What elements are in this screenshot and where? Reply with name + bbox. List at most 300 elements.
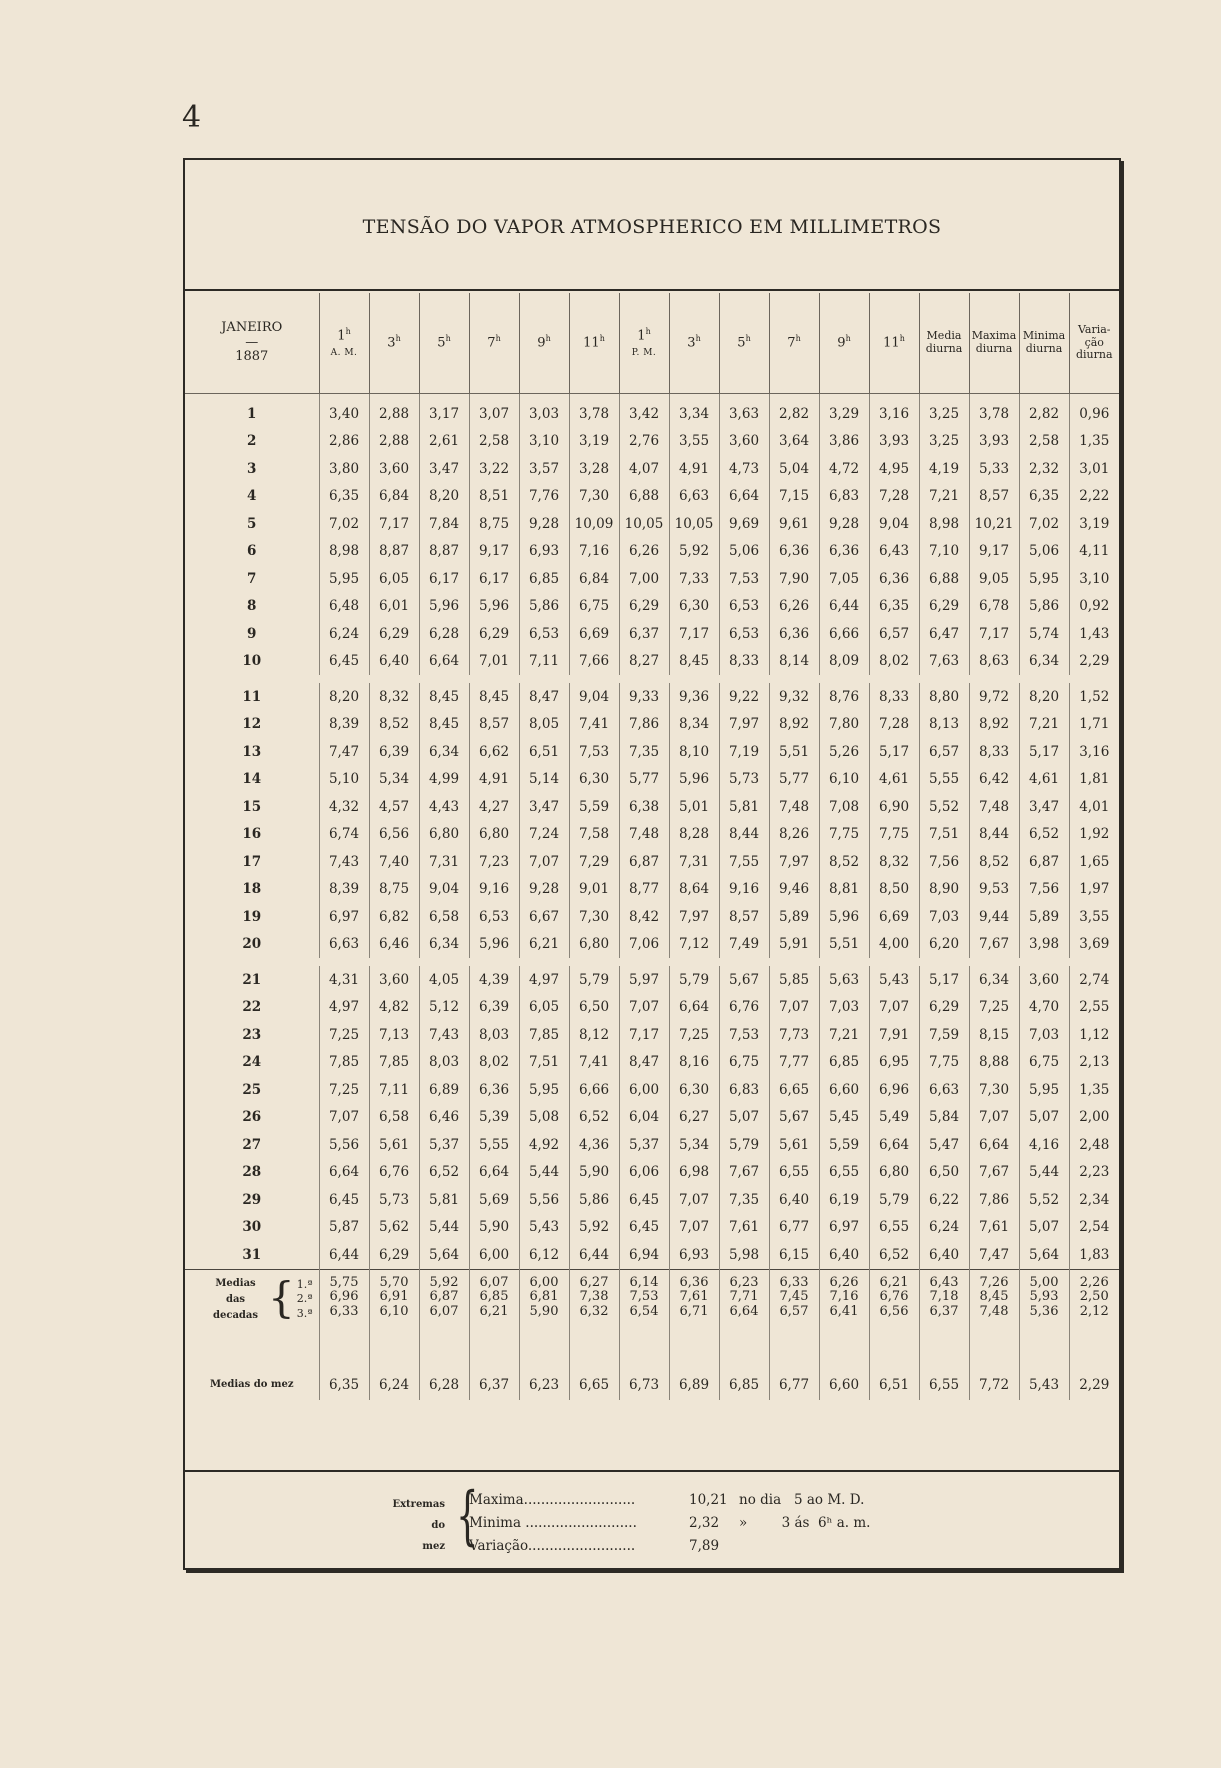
value-cell: 5,45 [819,1104,869,1132]
decade-mean-cell: 6,00 6,81 5,90 [519,1269,569,1330]
decade-mean-cell: 5,00 5,93 5,36 [1019,1269,1069,1330]
value-cell: 9,28 [519,876,569,904]
value-cell: 7,17 [619,1021,669,1049]
extreme-minima-label: Minima .......................... [469,1515,637,1531]
value-cell: 5,26 [819,738,869,766]
value-cell: 4,61 [869,766,919,794]
header-maxima-diurna: Maxima diurna [969,293,1019,394]
value-cell: 2,88 [369,394,419,428]
value-cell: 6,12 [519,1241,569,1269]
header-am: A. M. [330,348,358,359]
value-cell: 7,28 [869,483,919,511]
value-cell: 6,30 [569,766,619,794]
header-hour: 9$^h$ [819,293,869,394]
value-cell: 2,82 [769,394,819,428]
spacer-cell [469,1330,519,1370]
value-cell: 5,86 [1019,593,1069,621]
value-cell: 3,60 [369,966,419,994]
value-cell: 7,43 [319,848,369,876]
value-cell: 6,39 [369,738,419,766]
value-cell: 6,17 [419,565,469,593]
value-cell: 5,51 [819,931,869,959]
value-cell: 8,02 [469,1049,519,1077]
value-cell: 7,02 [1019,510,1069,538]
extreme-maxima-row [469,1492,864,1514]
value-cell: 7,49 [719,931,769,959]
value-cell: 4,92 [519,1131,569,1159]
value-cell: 4,43 [419,793,469,821]
header-hour: 1$^h$ A. M. [319,293,369,394]
value-cell: 0,96 [1069,394,1119,428]
spacer-cell [869,1330,919,1370]
day-number: 10 [242,653,262,670]
value-cell: 3,17 [419,394,469,428]
value-cell: 5,59 [819,1131,869,1159]
month-mean-cell: 6,24 [369,1370,419,1400]
value-cell: 1,12 [1069,1021,1119,1049]
value-cell: 8,45 [469,683,519,711]
extremes-divider [185,1470,1119,1472]
decade-gap [185,958,1119,966]
day-number: 30 [242,1219,262,1236]
value-cell: 5,79 [669,966,719,994]
value-cell: 7,84 [419,510,469,538]
table-row [185,620,1119,648]
value-cell: 6,44 [819,593,869,621]
value-cell: 9,28 [819,510,869,538]
value-cell: 7,56 [919,848,969,876]
value-cell: 8,92 [969,711,1019,739]
value-cell: 10,21 [969,510,1019,538]
value-cell: 5,44 [419,1214,469,1242]
value-cell: 6,57 [919,738,969,766]
value-cell: 1,71 [1069,711,1119,739]
value-cell: 8,57 [969,483,1019,511]
value-cell: 4,16 [1019,1131,1069,1159]
value-cell: 7,30 [569,903,619,931]
value-cell: 6,35 [1019,483,1069,511]
value-cell: 7,85 [319,1049,369,1077]
value-cell: 7,91 [869,1021,919,1049]
value-cell: 8,47 [519,683,569,711]
value-cell: 7,53 [569,738,619,766]
day-number: 25 [242,1081,262,1098]
value-cell: 5,55 [919,766,969,794]
table-row [185,1214,1119,1242]
value-cell: 5,63 [819,966,869,994]
decade-mean-cell: 6,07 6,85 6,21 [469,1269,519,1330]
decade-mean-cell: 6,21 6,76 6,56 [869,1269,919,1330]
value-cell: 7,07 [669,1214,719,1242]
value-cell: 4,00 [869,931,919,959]
value-cell: 7,05 [819,565,869,593]
header-row [185,293,1119,394]
header-hour: 9$^h$ [519,293,569,394]
day-number: 9 [247,625,257,642]
table-row [185,1076,1119,1104]
value-cell: 7,29 [569,848,619,876]
value-cell: 3,10 [519,428,569,456]
value-cell: 6,55 [769,1159,819,1187]
value-cell: 7,19 [719,738,769,766]
value-cell: 7,51 [919,821,969,849]
day-number: 7 [247,570,257,587]
day-number: 5 [247,515,257,532]
value-cell: 8,13 [919,711,969,739]
value-cell: 3,03 [519,394,569,428]
value-cell: 8,81 [819,876,869,904]
value-cell: 2,55 [1069,994,1119,1022]
value-cell: 7,35 [619,738,669,766]
value-cell: 2,76 [619,428,669,456]
value-cell: 2,61 [419,428,469,456]
value-cell: 7,66 [569,648,619,676]
table-row [185,793,1119,821]
value-cell: 6,83 [719,1076,769,1104]
day-number: 6 [247,543,257,560]
value-cell: 6,75 [719,1049,769,1077]
value-cell: 9,16 [469,876,519,904]
value-cell: 7,08 [819,793,869,821]
value-cell: 5,17 [919,966,969,994]
table-row [185,994,1119,1022]
table-row [185,1241,1119,1269]
value-cell: 6,40 [919,1241,969,1269]
month-mean-cell: 6,28 [419,1370,469,1400]
value-cell: 2,58 [469,428,519,456]
value-cell: 7,07 [869,994,919,1022]
value-cell: 8,87 [369,538,419,566]
value-cell: 2,86 [319,428,369,456]
value-cell: 3,78 [569,394,619,428]
value-cell: 4,01 [1069,793,1119,821]
header-month: JANEIRO [221,319,283,335]
value-cell: 3,28 [569,455,619,483]
value-cell: 7,41 [569,1049,619,1077]
value-cell: 5,92 [669,538,719,566]
value-cell: 8,16 [669,1049,719,1077]
table-row [185,1049,1119,1077]
value-cell: 6,44 [319,1241,369,1269]
value-cell: 7,85 [519,1021,569,1049]
value-cell: 9,53 [969,876,1019,904]
header-variacao-diurna: Varia- ção diurna [1069,293,1119,394]
day-number: 1 [247,405,257,422]
value-cell: 6,69 [569,620,619,648]
month-mean-cell: 6,60 [819,1370,869,1400]
extreme-minima-value: 2,32 [689,1515,720,1531]
value-cell: 7,25 [319,1076,369,1104]
value-cell: 2,34 [1069,1186,1119,1214]
value-cell: 8,32 [869,848,919,876]
value-cell: 6,50 [919,1159,969,1187]
value-cell: 6,87 [1019,848,1069,876]
value-cell: 6,35 [319,483,369,511]
value-cell: 1,92 [1069,821,1119,849]
day-number: 12 [242,716,262,733]
value-cell: 6,52 [569,1104,619,1132]
value-cell: 7,31 [669,848,719,876]
value-cell: 5,86 [569,1186,619,1214]
value-cell: 6,34 [1019,648,1069,676]
value-cell: 7,75 [869,821,919,849]
spacer-row [185,1330,1119,1370]
value-cell: 6,98 [669,1159,719,1187]
value-cell: 5,44 [1019,1159,1069,1187]
value-cell: 5,79 [869,1186,919,1214]
value-cell: 5,74 [1019,620,1069,648]
value-cell: 6,63 [669,483,719,511]
value-cell: 4,31 [319,966,369,994]
value-cell: 9,33 [619,683,669,711]
value-cell: 6,94 [619,1241,669,1269]
month-mean-cell: 6,51 [869,1370,919,1400]
table-row [185,1021,1119,1049]
value-cell: 8,34 [669,711,719,739]
value-cell: 1,97 [1069,876,1119,904]
value-cell: 6,64 [469,1159,519,1187]
value-cell: 5,84 [919,1104,969,1132]
decade-mean-cell: 7,26 8,45 7,48 [969,1269,1019,1330]
day-number: 4 [247,488,257,505]
value-cell: 7,67 [719,1159,769,1187]
value-cell: 3,63 [719,394,769,428]
value-cell: 6,45 [619,1214,669,1242]
day-number: 18 [242,881,262,898]
value-cell: 8,75 [469,510,519,538]
header-hour: 5$^h$ [419,293,469,394]
value-cell: 8,77 [619,876,669,904]
value-cell: 6,87 [619,848,669,876]
value-cell: 9,17 [969,538,1019,566]
value-cell: 6,10 [819,766,869,794]
value-cell: 6,26 [619,538,669,566]
value-cell: 5,12 [419,994,469,1022]
table-row [185,966,1119,994]
value-cell: 7,67 [969,1159,1019,1187]
value-cell: 9,36 [669,683,719,711]
value-cell: 4,05 [419,966,469,994]
table-row [185,848,1119,876]
value-cell: 3,80 [319,455,369,483]
value-cell: 7,85 [369,1049,419,1077]
value-cell: 7,07 [319,1104,369,1132]
value-cell: 5,79 [569,966,619,994]
header-hour: 3$^h$ [369,293,419,394]
value-cell: 5,14 [519,766,569,794]
decade-mean-cell: 6,43 7,18 6,37 [919,1269,969,1330]
value-cell: 5,64 [1019,1241,1069,1269]
table-row [185,1131,1119,1159]
value-cell: 6,24 [319,620,369,648]
value-cell: 4,57 [369,793,419,821]
value-cell: 10,09 [569,510,619,538]
value-cell: 6,74 [319,821,369,849]
value-cell: 9,72 [969,683,1019,711]
value-cell: 7,33 [669,565,719,593]
value-cell: 7,67 [969,931,1019,959]
value-cell: 5,17 [869,738,919,766]
value-cell: 6,85 [819,1049,869,1077]
header-hour: 5$^h$ [719,293,769,394]
value-cell: 1,52 [1069,683,1119,711]
value-cell: 6,38 [619,793,669,821]
table-row [185,510,1119,538]
value-cell: 8,28 [669,821,719,849]
extreme-variacao-value: 7,89 [689,1538,720,1554]
decade-mean-cell: 5,70 6,91 6,10 [369,1269,419,1330]
value-cell: 1,65 [1069,848,1119,876]
value-cell: 6,35 [869,593,919,621]
value-cell: 3,34 [669,394,719,428]
value-cell: 6,52 [419,1159,469,1187]
decades-brace: { [268,1272,295,1322]
spacer-cell [569,1330,619,1370]
value-cell: 9,69 [719,510,769,538]
spacer-cell [1019,1330,1069,1370]
value-cell: 7,53 [719,1021,769,1049]
value-cell: 7,53 [719,565,769,593]
value-cell: 5,01 [669,793,719,821]
month-mean-cell: 5,43 [1019,1370,1069,1400]
value-cell: 6,82 [369,903,419,931]
value-cell: 3,40 [319,394,369,428]
value-cell: 1,35 [1069,428,1119,456]
value-cell: 6,05 [369,565,419,593]
value-cell: 8,03 [469,1021,519,1049]
value-cell: 5,59 [569,793,619,821]
value-cell: 10,05 [619,510,669,538]
value-cell: 6,55 [819,1159,869,1187]
month-mean-cell: 6,35 [319,1370,369,1400]
value-cell: 6,48 [319,593,369,621]
value-cell: 5,61 [369,1131,419,1159]
value-cell: 7,11 [369,1076,419,1104]
value-cell: 6,80 [469,821,519,849]
value-cell: 6,45 [319,648,369,676]
value-cell: 6,53 [519,620,569,648]
value-cell: 4,82 [369,994,419,1022]
value-cell: 7,03 [819,994,869,1022]
value-cell: 7,61 [719,1214,769,1242]
extreme-minima-row [469,1515,870,1537]
value-cell: 3,01 [1069,455,1119,483]
value-cell: 3,16 [1069,738,1119,766]
value-cell: 4,32 [319,793,369,821]
header-dash: — [245,334,259,350]
decade-gap [185,675,1119,683]
value-cell: 5,52 [919,793,969,821]
day-number: 21 [242,971,262,988]
table-row [185,876,1119,904]
table-row [185,903,1119,931]
spacer-cell [519,1330,569,1370]
month-means-label: Medias do mez [209,1379,294,1390]
spacer-cell [669,1330,719,1370]
value-cell: 6,46 [369,931,419,959]
value-cell: 5,52 [1019,1186,1069,1214]
value-cell: 4,70 [1019,994,1069,1022]
value-cell: 5,81 [719,793,769,821]
table-row [185,483,1119,511]
value-cell: 2,88 [369,428,419,456]
extreme-variacao-label: Variação......................... [469,1538,636,1554]
value-cell: 3,22 [469,455,519,483]
value-cell: 9,04 [569,683,619,711]
value-cell: 7,24 [519,821,569,849]
value-cell: 3,60 [369,455,419,483]
value-cell: 8,52 [369,711,419,739]
value-cell: 3,47 [1019,793,1069,821]
spacer-cell [619,1330,669,1370]
value-cell: 5,37 [419,1131,469,1159]
value-cell: 3,10 [1069,565,1119,593]
value-cell: 6,36 [769,538,819,566]
value-cell: 7,48 [969,793,1019,821]
month-mean-cell: 6,89 [669,1370,719,1400]
value-cell: 8,88 [969,1049,1019,1077]
value-cell: 5,55 [469,1131,519,1159]
value-cell: 6,01 [369,593,419,621]
value-cell: 6,05 [519,994,569,1022]
extreme-maxima-note: no dia 5 ao M. D. [739,1492,865,1508]
value-cell: 4,91 [469,766,519,794]
value-cell: 6,20 [919,931,969,959]
table-frame [183,158,1121,1570]
value-cell: 6,53 [469,903,519,931]
value-cell: 6,06 [619,1159,669,1187]
value-cell: 6,36 [819,538,869,566]
month-mean-cell: 6,77 [769,1370,819,1400]
value-cell: 8,45 [669,648,719,676]
decade-mean-cell: 6,23 7,71 6,64 [719,1269,769,1330]
value-cell: 8,52 [819,848,869,876]
value-cell: 8,10 [669,738,719,766]
value-cell: 7,23 [469,848,519,876]
value-cell: 3,47 [419,455,469,483]
decade-mean-cell: 6,14 7,53 6,54 [619,1269,669,1330]
value-cell: 8,52 [969,848,1019,876]
month-mean-cell: 6,23 [519,1370,569,1400]
month-mean-cell: 6,65 [569,1370,619,1400]
value-cell: 5,77 [769,766,819,794]
table-row [185,1104,1119,1132]
day-number: 15 [242,798,262,815]
day-number: 19 [242,908,262,925]
value-cell: 7,07 [669,1186,719,1214]
value-cell: 6,80 [569,931,619,959]
value-cell: 5,56 [519,1186,569,1214]
month-mean-cell: 6,37 [469,1370,519,1400]
value-cell: 3,19 [569,428,619,456]
value-cell: 8,57 [469,711,519,739]
value-cell: 2,58 [1019,428,1069,456]
value-cell: 6,85 [519,565,569,593]
value-cell: 6,24 [919,1214,969,1242]
value-cell: 8,64 [669,876,719,904]
value-cell: 7,77 [769,1049,819,1077]
value-cell: 7,35 [719,1186,769,1214]
value-cell: 3,55 [1069,903,1119,931]
value-cell: 6,62 [469,738,519,766]
value-cell: 5,96 [669,766,719,794]
table-title: TENSÃO DO VAPOR ATMOSPHERICO EM MILLIMETROS [362,216,942,238]
value-cell: 7,97 [669,903,719,931]
value-cell: 6,45 [319,1186,369,1214]
value-cell: 7,07 [519,848,569,876]
value-cell: 5,39 [469,1104,519,1132]
value-cell: 9,04 [419,876,469,904]
